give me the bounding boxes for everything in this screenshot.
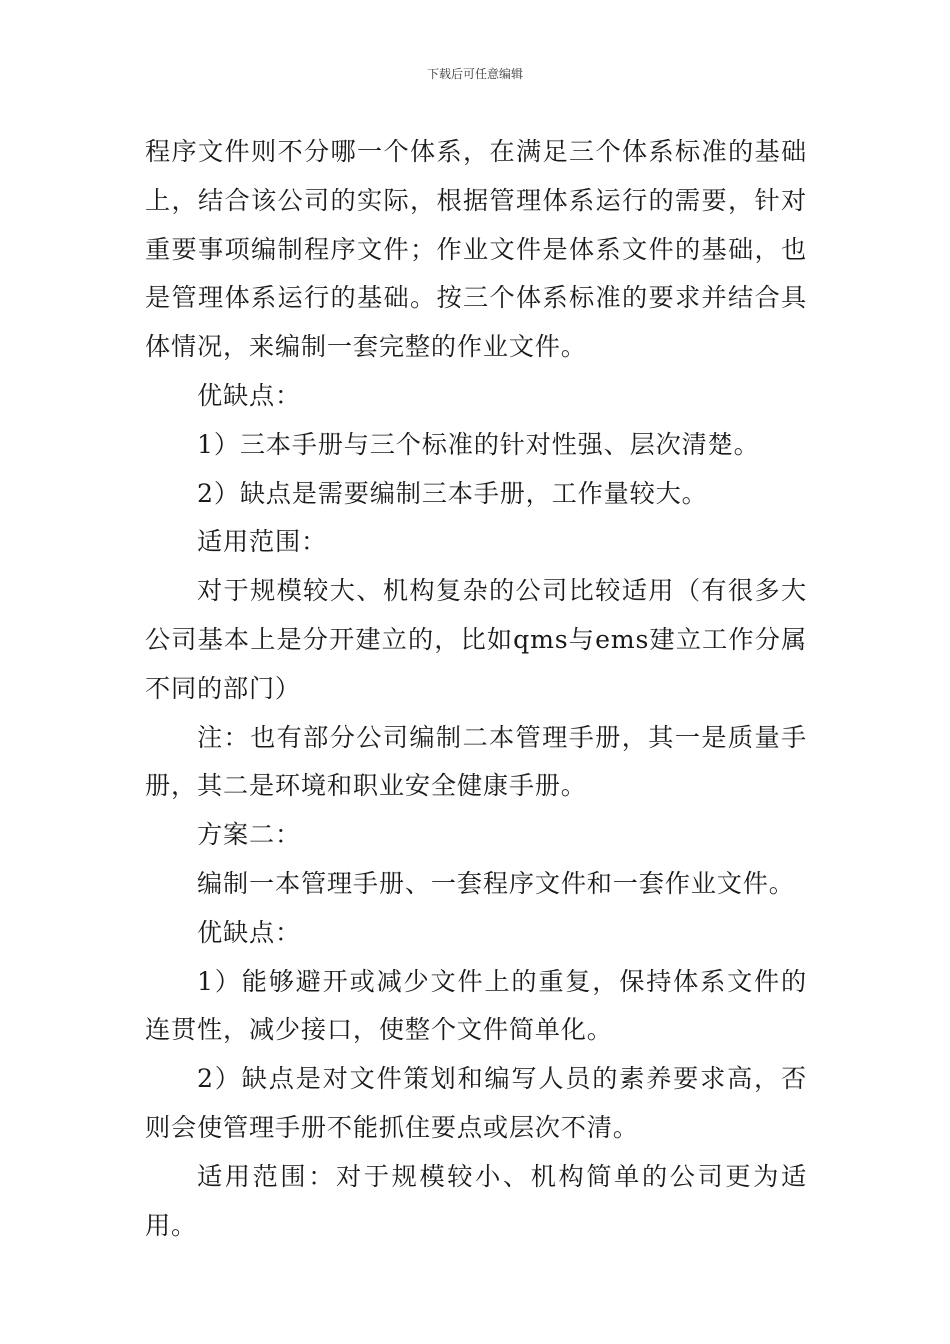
paragraph-7: 注：也有部分公司编制二本管理手册，其一是质量手册，其二是环境和职业安全健康手册。 [145, 722, 807, 801]
paragraph-13: 适用范围：对于规模较小、机构简单的公司更为适用。 [145, 1161, 807, 1240]
paragraph-5: 适用范围： [197, 527, 327, 557]
paragraph-4: 2）缺点是需要编制三本手册，工作量较大。 [197, 478, 708, 508]
paragraph-1: 程序文件则不分哪一个体系，在满足三个体系标准的基础上，结合该公司的实际，根据管理体系运行的需要，针对重要事项编制程序文件；作业文件是体系文件的基础，也是管理体系运行的基础。按三个体系标准的要求并结合具体情况，来编制一套完整的作业文件。 [145, 137, 807, 362]
paragraph-12: 2）缺点是对文件策划和编写人员的素养要求高，否则会使管理手册不能抓住要点或层次不清。 [145, 1064, 807, 1142]
paragraph-2: 优缺点： [197, 380, 301, 410]
paragraph-11: 1）能够避开或减少文件上的重复，保持体系文件的连贯性，减少接口，使整个文件简单化。 [145, 966, 807, 1045]
paragraph-3: 1）三本手册与三个标准的针对性强、层次清楚。 [197, 429, 760, 459]
page-header: 下载后可任意编辑 [426, 67, 523, 81]
paragraph-8: 方案二： [197, 820, 301, 850]
paragraph-9: 编制一本管理手册、一套程序文件和一套作业文件。 [197, 868, 795, 898]
paragraph-10: 优缺点： [197, 917, 301, 947]
paragraph-6: 对于规模较大、机构复杂的公司比较适用（有很多大公司基本上是分开建立的，比如qms与ems建立工作分属不同的部门） [145, 576, 807, 703]
document-body [145, 128, 807, 1250]
